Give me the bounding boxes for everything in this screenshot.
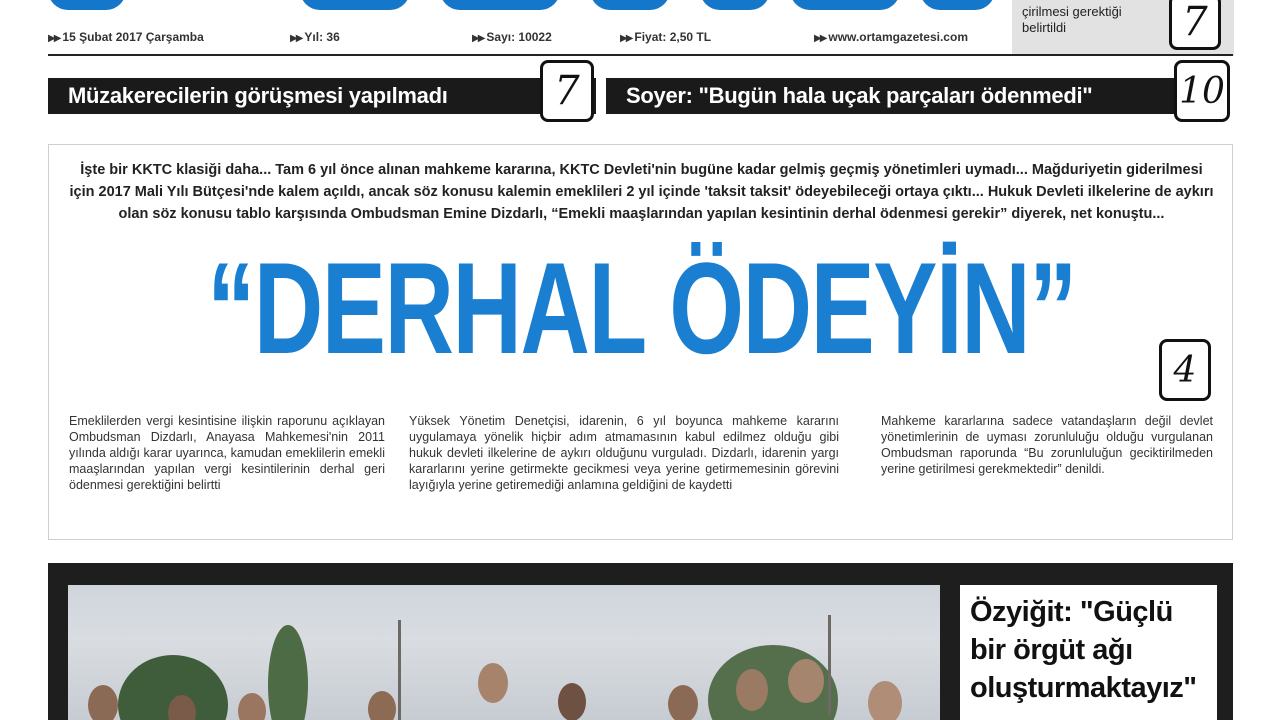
issue-price	[620, 30, 711, 44]
issue-date	[48, 30, 204, 44]
photo-person	[368, 691, 396, 720]
issue-number	[472, 30, 552, 44]
arrow-icon: ▶▶	[620, 33, 632, 44]
side-story-title[interactable]: Özyiğit: "Güçlü bir örgüt ağı oluşturmaktayız"	[970, 596, 1197, 704]
website-link[interactable]	[814, 30, 968, 44]
photo-person	[558, 683, 586, 720]
page-number-badge: 7	[540, 60, 594, 122]
story-headline[interactable]: “DERHAL ÖDEYİN”	[207, 235, 1076, 381]
issue-year-text: Yıl: 36	[304, 30, 340, 44]
masthead-logo	[0, 0, 1000, 26]
logo-shape	[440, 0, 560, 10]
website-text[interactable]: www.ortamgazetesi.com	[828, 30, 968, 44]
arrow-icon: ▶▶	[814, 33, 826, 44]
top-promo-line: çirilmesi gerektiği	[1022, 4, 1122, 19]
headline-bar-title[interactable]: Müzakerecilerin görüşmesi yapılmadı	[68, 83, 448, 108]
main-story[interactable]	[48, 144, 1233, 540]
logo-shape	[590, 0, 670, 10]
group-photo[interactable]	[68, 585, 940, 720]
issue-price-text: Fiyat: 2,50 TL	[634, 30, 712, 44]
photo-person	[88, 685, 118, 720]
issue-number-text: Sayı: 10022	[486, 30, 552, 44]
photo-tree	[268, 625, 308, 720]
photo-pole	[828, 615, 831, 715]
logo-shape	[300, 0, 410, 10]
headline-bar-title[interactable]: Soyer: "Bugün hala uçak parçaları ödenmedi"	[626, 83, 1093, 108]
top-promo-line: belirtildi	[1022, 20, 1067, 35]
story-column-3: Mahkeme kararlarına sadece vatandaşların değil devlet yönetimlerinin de uyması zorunluluğu olduğu vurgulanan Ombudsman raporunda “Bu zorunluluğun geciktirilmeden yerine getirilmesi gerekmektedir” denildi.	[881, 414, 1213, 476]
arrow-icon: ▶▶	[472, 33, 484, 44]
logo-shape	[790, 0, 900, 10]
logo-shape	[920, 0, 995, 10]
logo-shape	[48, 0, 126, 10]
issue-date-text: 15 Şubat 2017 Çarşamba	[62, 30, 204, 44]
photo-person	[668, 685, 698, 720]
issue-info-bar	[48, 30, 998, 48]
headline-bar-2[interactable]	[606, 78, 1230, 114]
story-lead: İşte bir KKTC klasiği daha... Tam 6 yıl önce alınan mahkeme kararına, KKTC Devleti'nin bugüne kadar gelmiş geçmiş yönetimleri uymadı... Mağduriyetin giderilmesi için 2017 Mali Yılı Bütçesi'nde kalem açıldı, ancak söz konusu kalemin emeklileri 2 yıl içinde 'taksit taksit' ödeyebileceği ortaya çıktı... Hukuk Devleti ilkelerine de aykırı olan söz konusu tablo karşısında Ombudsman Emine Dizdarlı, “Emekli maaşlarından yapılan kesintinin derhal ödenmesi gerekir” diyerek, net konuştu...	[69, 162, 1214, 222]
photo-person	[478, 663, 508, 703]
photo-person	[736, 669, 768, 711]
arrow-icon: ▶▶	[48, 33, 60, 44]
page-number-badge: 4	[1159, 339, 1211, 401]
masthead-divider	[48, 54, 1233, 56]
side-story[interactable]	[960, 585, 1217, 720]
photo-person	[238, 693, 266, 720]
logo-shape	[700, 0, 770, 10]
photo-pole	[398, 620, 401, 720]
story-column-1: Emeklilerden vergi kesintisine ilişkin raporunu açıklayan Ombudsman Dizdarlı, Anayasa Mahkemesi'nin 2011 yılında aldığı karar uyarınca, kamudan emeklilerin emekli maaşlarından yapılan vergi kesintilerinin derhal geri ödenmesi gerektiğini belirtti	[69, 414, 385, 492]
top-promo[interactable]	[1012, 0, 1234, 56]
story-column-2: Yüksek Yönetim Denetçisi, idarenin, 6 yıl boyunca mahkeme kararını uygulamaya yönelik hiçbir adım atmamasının kabul edilmez olduğu gibi hukuk devleti ilkelerine de aykırı olduğunu vurguladı. Dizdarlı, idarenin yargı kararlarını yerine getirmekte gecikmesi veya yerine getirmemesinin görevini layığıyla yerine getiremediği anlamına geldiğini de kaydetti	[409, 414, 839, 492]
headline-bar-1[interactable]	[48, 78, 596, 114]
page-number-badge: 10	[1174, 60, 1230, 122]
arrow-icon: ▶▶	[290, 33, 302, 44]
photo-person	[788, 659, 824, 703]
issue-year	[290, 30, 340, 44]
photo-person	[868, 681, 902, 720]
page-number-badge: 7	[1169, 0, 1221, 50]
